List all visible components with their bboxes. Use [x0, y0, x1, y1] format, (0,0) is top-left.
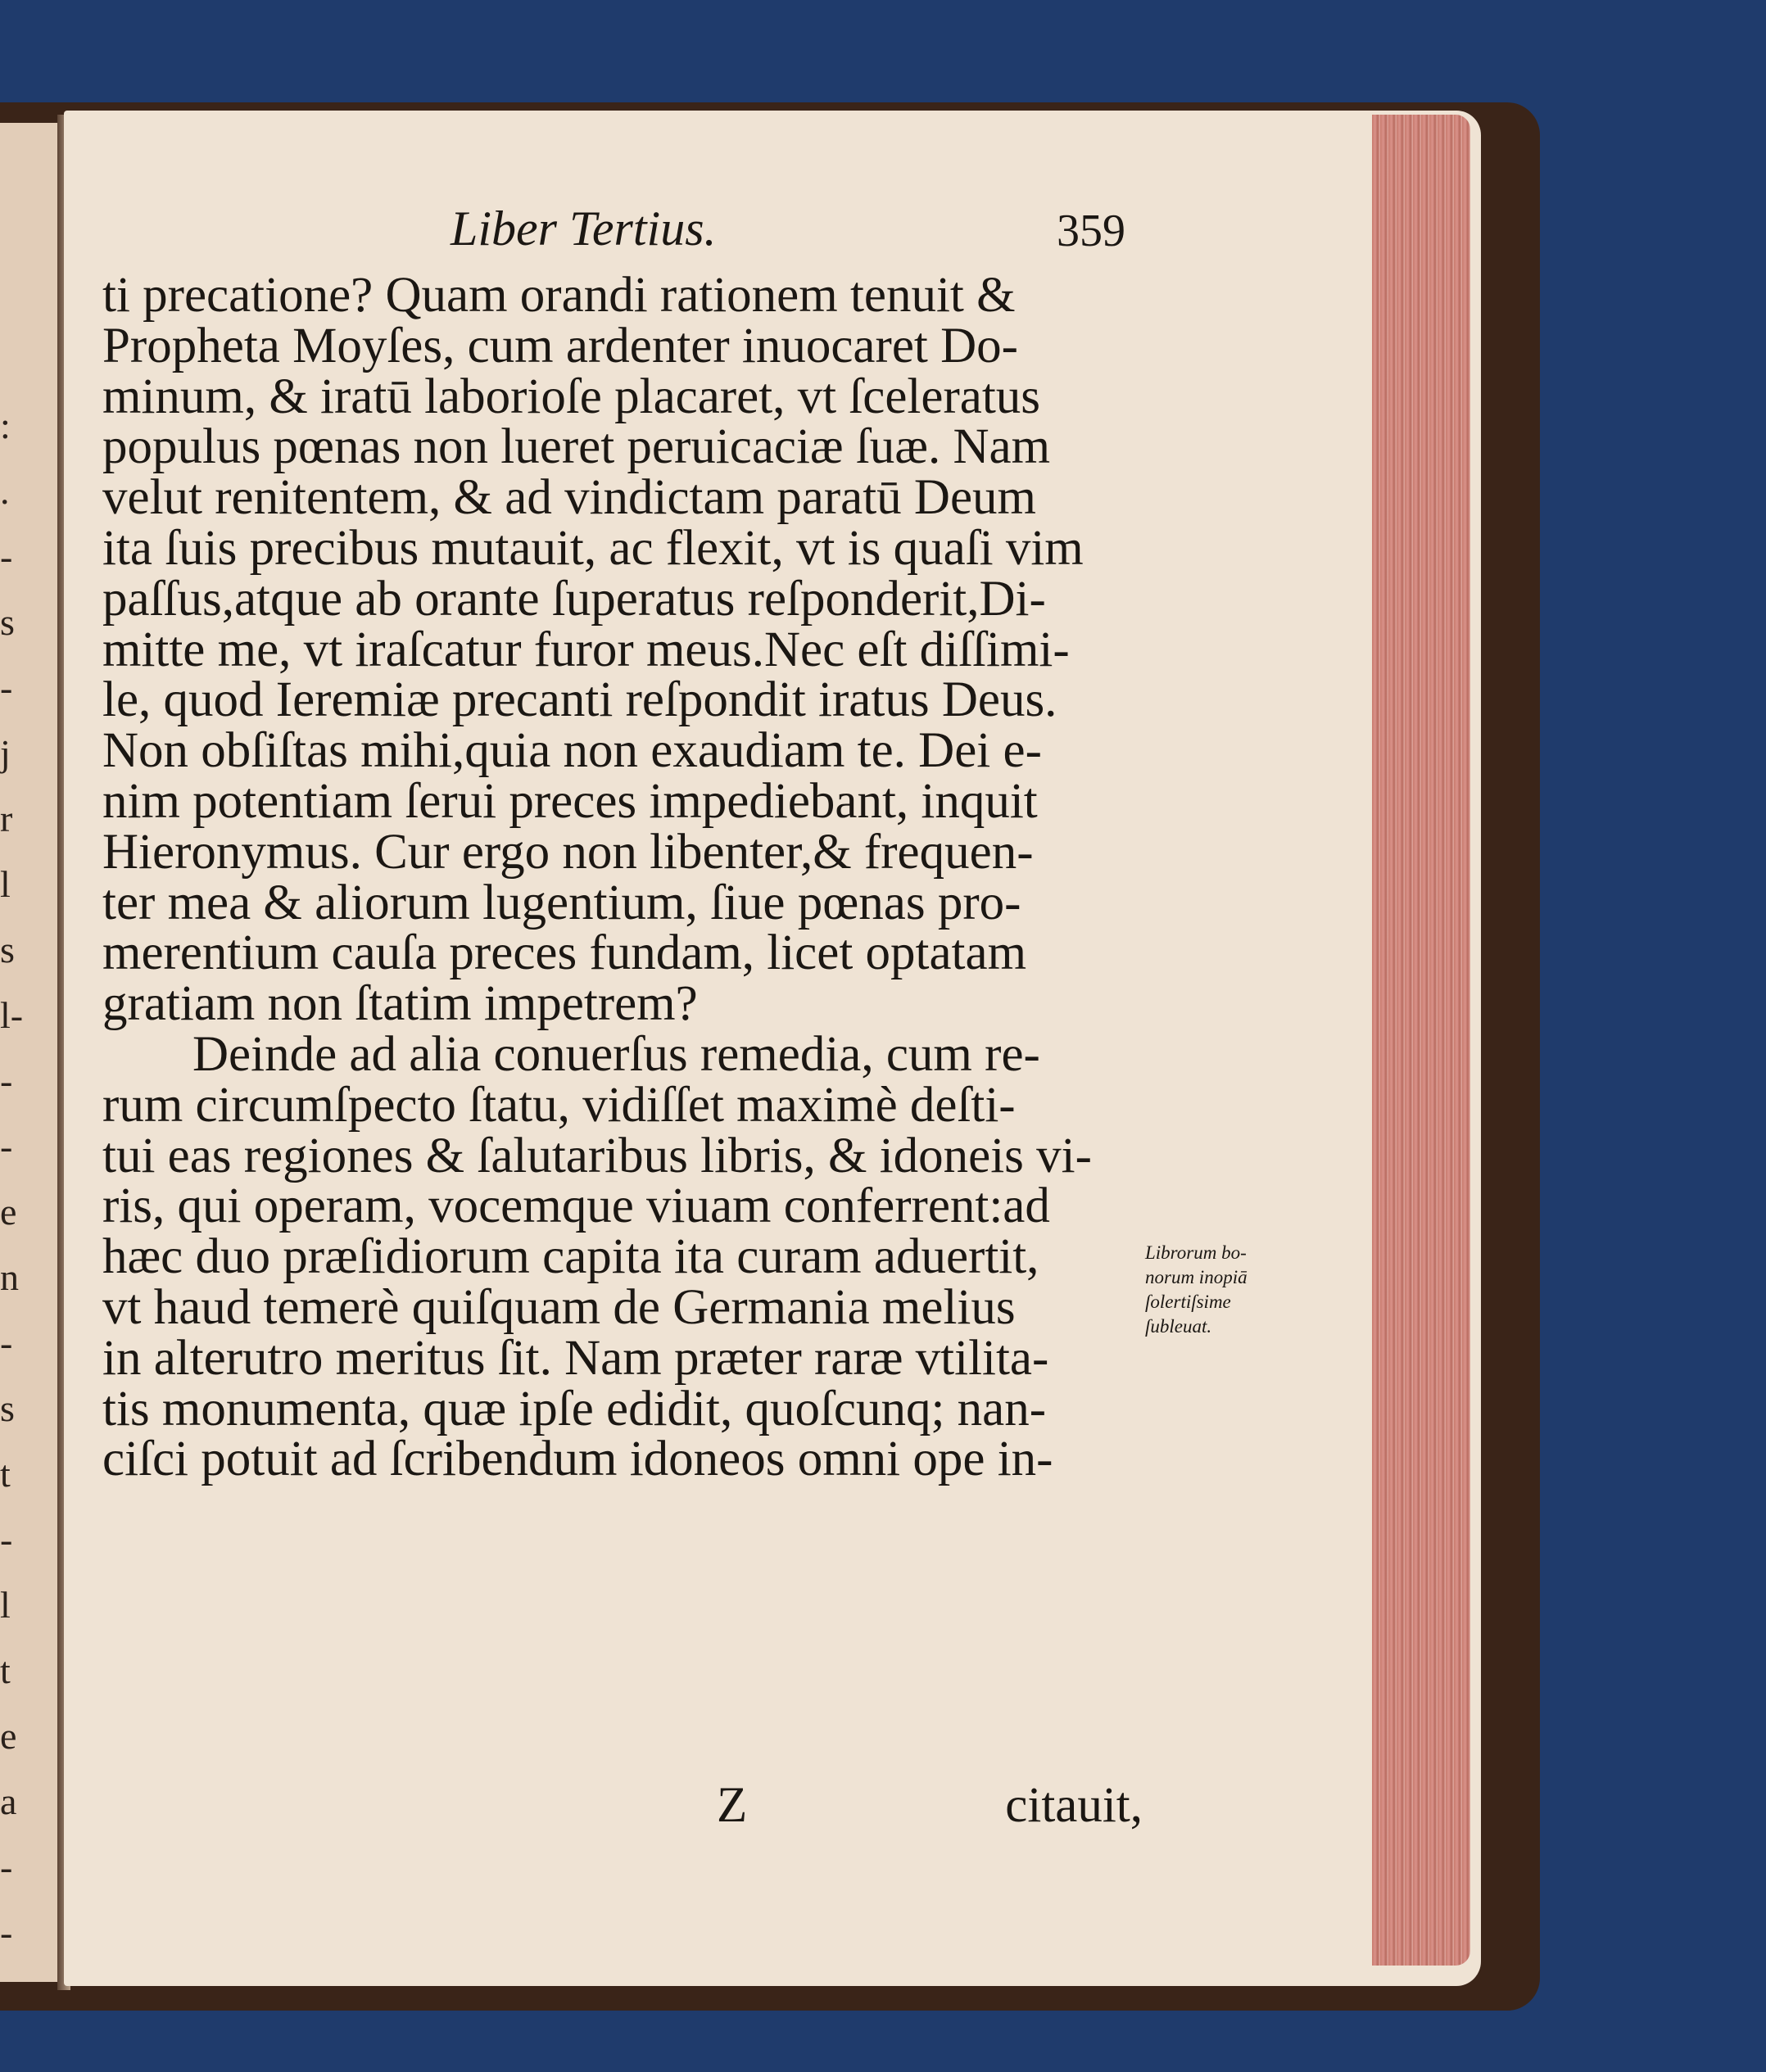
left-fragment: r: [0, 798, 13, 839]
left-fragment: t: [0, 1453, 11, 1495]
text-line: le, quod Ieremiæ precanti reſpondit iratus Deus.: [102, 672, 1057, 728]
text-line: ti precatione? Quam orandi rationem tenuit &: [102, 268, 1016, 323]
text-line: tis monumenta, quæ ipſe edidit, quoſcunq; nan-: [102, 1381, 1047, 1436]
left-fragment: s: [0, 601, 15, 643]
page-edges: [1372, 115, 1470, 1966]
left-fragment: -: [0, 1125, 13, 1167]
text-line: ita ſuis precibus mutauit, ac flexit, vt is quaſi vim: [102, 520, 1084, 576]
left-fragment: -: [0, 536, 13, 577]
text-line: hæc duo præſidiorum capita ita curam aduertit,: [102, 1229, 1039, 1285]
text-line: ciſci potuit ad ſcribendum idoneos omni ope in-: [102, 1432, 1053, 1487]
left-fragment: l-: [0, 994, 24, 1036]
left-fragment: -: [0, 1322, 13, 1364]
left-fragment: j: [0, 732, 11, 774]
text-line: rum circumſpecto ſtatu, vidiſſet maximè deſti-: [102, 1077, 1016, 1133]
text-line: merentium cauſa preces fundam, licet optatam: [102, 925, 1027, 981]
left-fragment: e: [0, 1191, 17, 1233]
text-line: tui eas regiones & ſalutaribus libris, & idoneis vi-: [102, 1128, 1092, 1183]
left-fragment: s: [0, 1387, 15, 1429]
body-text: [102, 270, 1143, 1485]
left-fragment: .: [0, 470, 10, 512]
marginal-note-line: Librorum bo-: [1145, 1242, 1247, 1263]
left-fragment: n: [0, 1256, 19, 1298]
left-fragment: a: [0, 1780, 17, 1822]
marginal-note-line: norum inopiā: [1145, 1267, 1248, 1287]
left-fragment: e: [0, 1715, 17, 1757]
text-line: minum, & iratū laborioſe placaret, vt ſceleratus: [102, 369, 1041, 424]
marginal-note-line: ſubleuat.: [1145, 1316, 1212, 1337]
text-line: ris, qui operam, vocemque viuam conferrent:ad: [102, 1179, 1050, 1234]
left-fragment: s: [0, 929, 15, 970]
left-fragment: l: [0, 1584, 11, 1626]
text-line: ter mea & aliorum lugentium, ſiue pœnas pro-: [102, 875, 1021, 930]
left-fragment: l: [0, 863, 11, 905]
page-number: 359: [1057, 206, 1125, 256]
running-head: Liber Tertius.: [451, 201, 717, 256]
text-line: paſſus,atque ab orante ſuperatus reſponderit,Di-: [102, 571, 1046, 627]
signature-mark: Z: [717, 1778, 748, 1833]
text-line: vt haud temerè quiſquam de Germania melius: [102, 1279, 1016, 1335]
text-line: velut renitentem, & ad vindictam paratū Deum: [102, 470, 1036, 526]
left-fragment: -: [0, 667, 13, 708]
text-line: Non obſiſtas mihi,quia non exaudiam te. Dei e-: [102, 723, 1042, 779]
text-line: mitte me, vt iraſcatur furor meus.Nec eſt diſſimi-: [102, 622, 1070, 677]
text-line: nim potentiam ſerui preces impediebant, inquit: [102, 773, 1038, 829]
left-fragment: -: [0, 1518, 13, 1560]
left-fragment: t: [0, 1649, 11, 1691]
left-page: [0, 123, 66, 1982]
left-page-fragments: [0, 393, 25, 1966]
left-fragment: -: [0, 1846, 13, 1888]
text-line: Propheta Moyſes, cum ardenter inuocaret Do-: [102, 318, 1018, 373]
left-fragment: :: [0, 405, 11, 446]
text-line: in alterutro meritus ſit. Nam præter raræ vtilita-: [102, 1330, 1049, 1386]
left-fragment: -: [0, 1911, 13, 1953]
catchword: citauit,: [1005, 1778, 1143, 1833]
text-line: Hieronymus. Cur ergo non libenter,& frequen-: [102, 824, 1034, 880]
left-fragment: -: [0, 1060, 13, 1102]
text-line: Deinde ad alia conuerſus remedia, cum re-: [192, 1026, 1040, 1082]
marginal-note-line: ſolertiſsime: [1145, 1292, 1231, 1312]
marginal-note: [1145, 1241, 1293, 1339]
text-line: populus pœnas non lueret peruicaciæ ſuæ. Nam: [102, 419, 1051, 475]
text-line: gratiam non ſtatim impetrem?: [102, 976, 698, 1032]
